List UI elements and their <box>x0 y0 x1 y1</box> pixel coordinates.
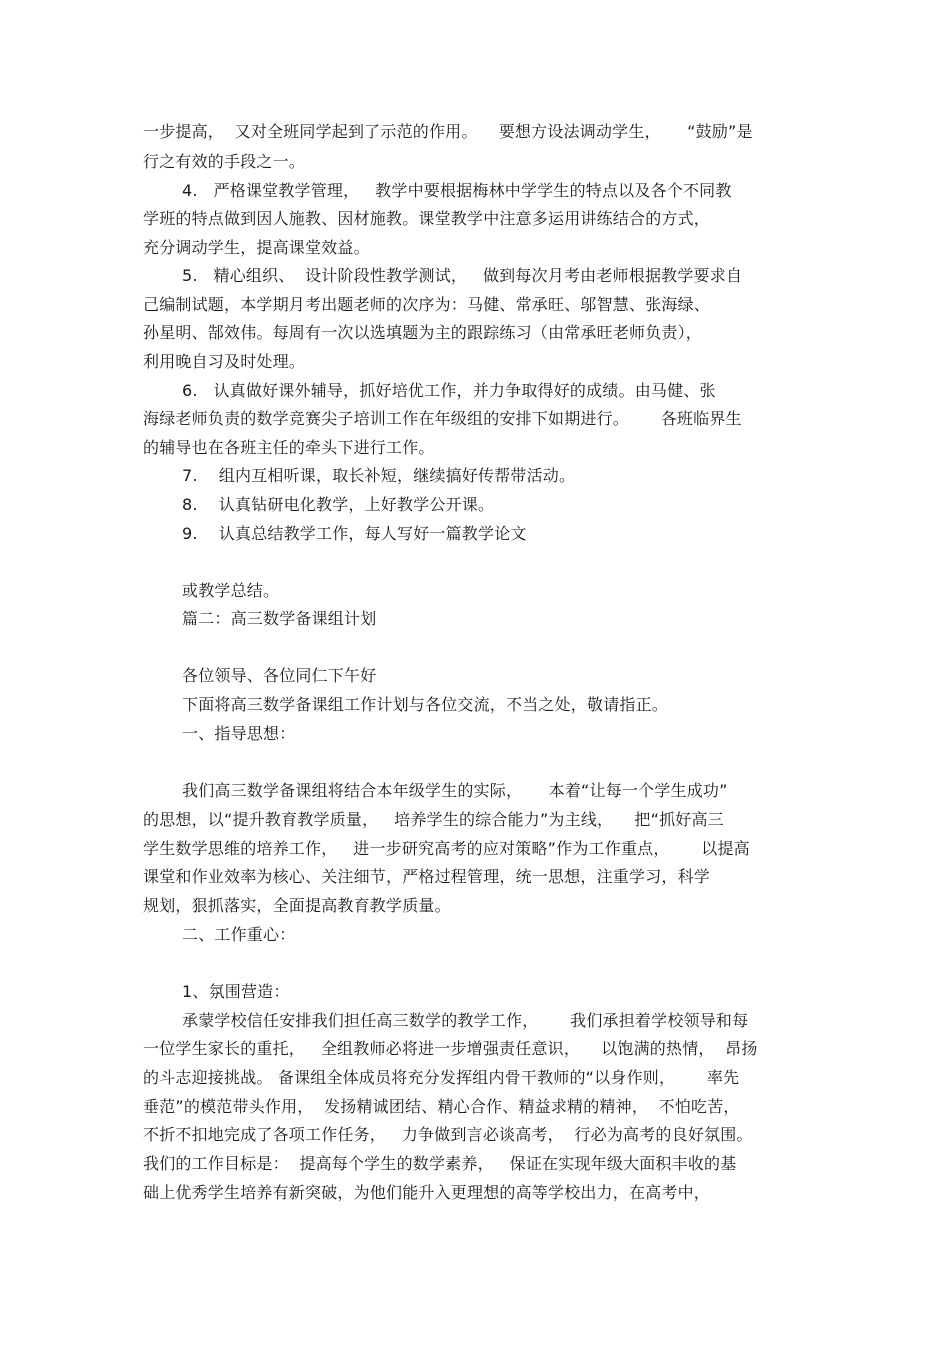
body-line: 行之有效的手段之一。 <box>143 152 306 171</box>
body-line: 孙星明、郜效伟。每周有一次以选填题为主的跟踪练习（由常承旺老师负责）， <box>143 323 703 342</box>
body-line: 或教学总结。 <box>182 581 280 600</box>
body-line: 承蒙学校信任安排我们担任高三数学的教学工作， 我们承担着学校领导和每 <box>182 1011 749 1030</box>
list-item-9: 9. 认真总结教学工作，每人写好一篇教学论文 <box>182 524 527 543</box>
list-item-8: 8. 认真钻研电化教学，上好教学公开课。 <box>182 495 495 514</box>
body-line: 不折不扣地完成了各项工作任务， 力争做到言必谈高考， 行必为高考的良好氛围。 <box>143 1125 753 1144</box>
body-line: 海绿老师负责的数学竞赛尖子培训工作在年级组的安排下如期进行。 各班临界生 <box>143 409 742 428</box>
body-line: 规划，狠抓落实，全面提高教育教学质量。 <box>143 896 451 915</box>
body-line: 充分调动学生，提高课堂效益。 <box>143 238 370 257</box>
body-line: 我们高三数学备课组将结合本年级学生的实际， 本着“让每一个学生成功” <box>182 781 728 800</box>
body-line: 一步提高， 又对全班同学起到了示范的作用。 要想方设法调动学生， “鼓励”是 <box>143 122 753 141</box>
body-line: 学班的特点做到因人施教、因材施教。课堂教学中注意多运用讲练结合的方式， <box>143 209 711 228</box>
body-line: 垂范”的模范带头作用， 发扬精诚团结、精心合作、精益求精的精神， 不怕吃苦， <box>143 1097 740 1116</box>
list-item-6: 6. 认真做好课外辅导，抓好培优工作，并力争取得好的成绩。由马健、张 <box>182 381 716 400</box>
greeting-line: 各位领导、各位同仁下午好 <box>182 666 377 685</box>
body-line: 利用晚自习及时处理。 <box>143 352 306 371</box>
body-line: 学生数学思维的培养工作， 进一步研究高考的应对策略”作为工作重点， 以提高 <box>143 839 750 858</box>
section-title: 篇二：高三数学备课组计划 <box>182 609 377 628</box>
body-line: 的辅导也在各班主任的牵头下进行工作。 <box>143 438 435 457</box>
subsection-heading-atmosphere: 1、氛围营造： <box>182 982 290 1001</box>
list-item-4: 4. 严格课堂教学管理， 教学中要根据梅林中学学生的特点以及各个不同教 <box>182 181 732 200</box>
body-line: 的思想，以“提升教育教学质量， 培养学生的综合能力”为主线， 把“抓好高三 <box>143 810 724 829</box>
body-line: 己编制试题，本学期月考出题老师的次序为：马健、常承旺、邬智慧、张海绿、 <box>143 295 711 314</box>
section-heading-guiding-idea: 一、指导思想： <box>182 724 296 743</box>
body-line: 我们的工作目标是： 提高每个学生的数学素养， 保证在实现年级大面积丰收的基 <box>143 1154 737 1173</box>
body-line: 下面将高三数学备课组工作计划与各位交流，不当之处，敬请指正。 <box>182 695 669 714</box>
section-heading-work-focus: 二、工作重心： <box>182 925 296 944</box>
list-item-7: 7. 组内互相听课，取长补短，继续搞好传帮带活动。 <box>182 466 576 485</box>
list-item-5: 5. 精心组织、 设计阶段性教学测试， 做到每次月考由老师根据教学要求自 <box>182 266 743 285</box>
body-line: 课堂和作业效率为核心、关注细节，严格过程管理，统一思想，注重学习，科学 <box>143 867 711 886</box>
body-line: 一位学生家长的重托， 全组教师必将进一步增强责任意识， 以饱满的热情， 昂扬 <box>143 1039 758 1058</box>
body-line: 的斗志迎接挑战。 备课组全体成员将充分发挥组内骨干教师的“以身作则， 率先 <box>143 1068 740 1087</box>
body-line: 础上优秀学生培养有新突破，为他们能升入更理想的高等学校出力，在高考中， <box>143 1183 711 1202</box>
